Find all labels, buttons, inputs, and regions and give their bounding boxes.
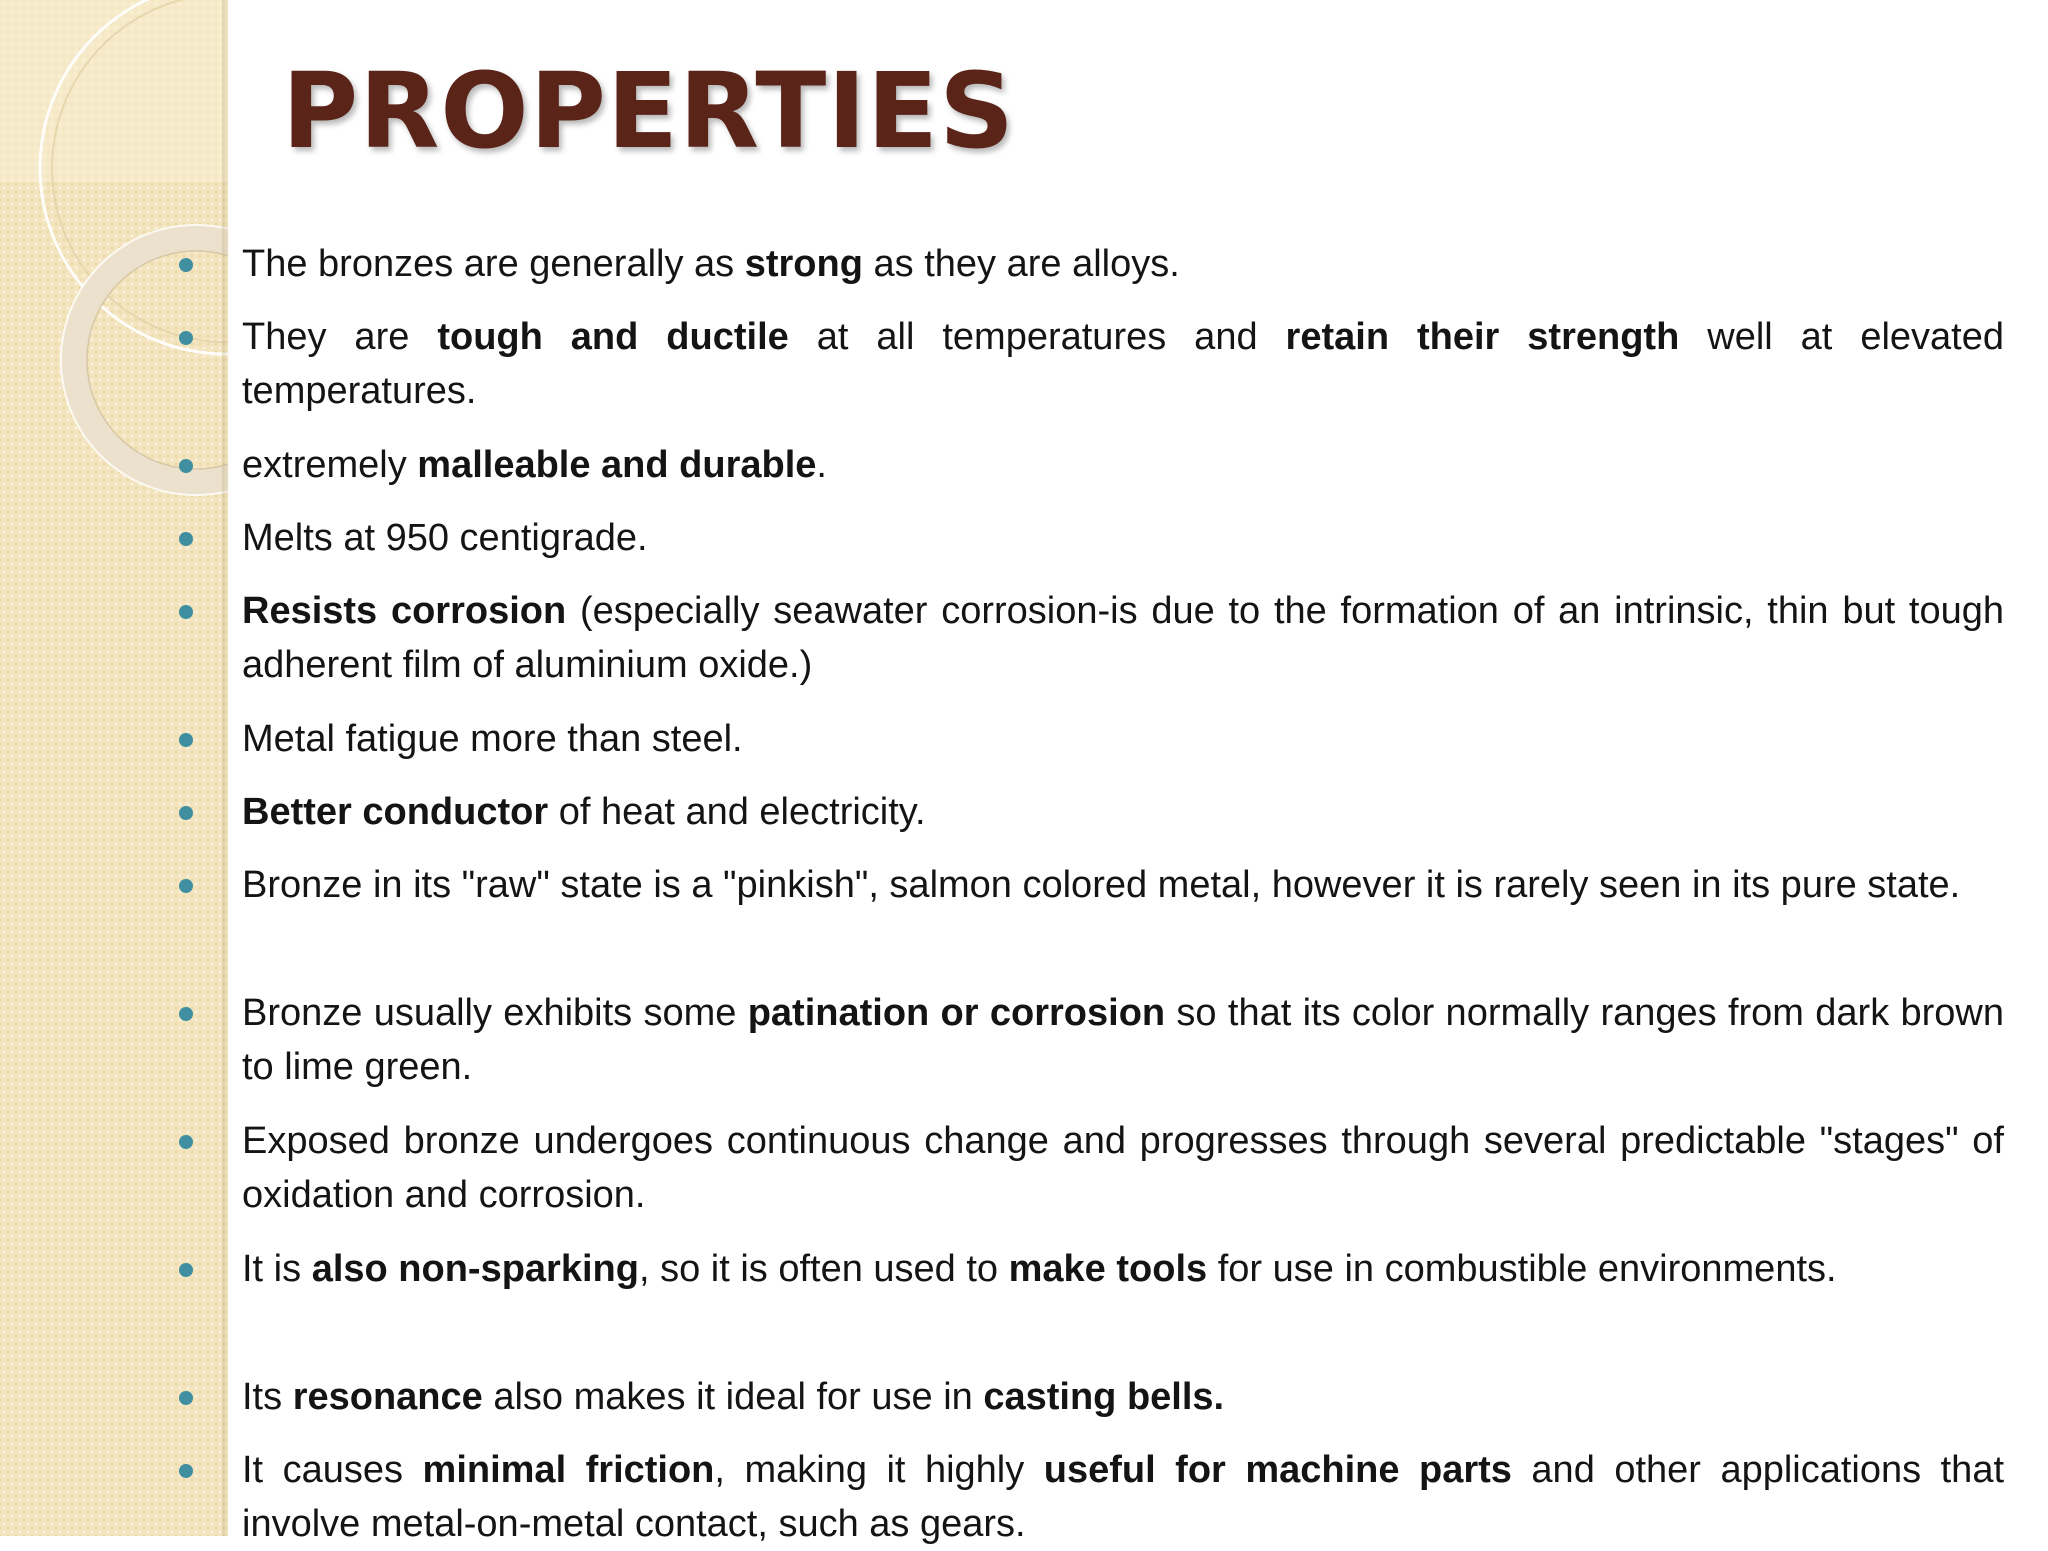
- text: Bronze in its "raw" state is a "pinkish", salmon colored metal, however it is rarely seen in its pure state.: [242, 864, 1961, 906]
- bullet-item: [242, 310, 2004, 418]
- text: at all temperatures and: [788, 316, 1286, 358]
- bullet-item: [242, 1242, 2004, 1296]
- bullet-dot-icon: [179, 1391, 193, 1405]
- text: for use in combustible environments.: [1207, 1248, 1837, 1290]
- text: The bronzes are generally as: [242, 243, 745, 285]
- text: well at elevated temperatures.: [242, 316, 2004, 412]
- text: also makes it ideal for use in: [482, 1376, 984, 1418]
- text: Metal fatigue more than steel.: [242, 718, 743, 760]
- bullet-dot-icon: [179, 258, 193, 272]
- bold-text: Better conductor: [242, 791, 549, 833]
- bullet-dot-icon: [179, 459, 193, 473]
- bullet-item: [242, 237, 2004, 291]
- text: Exposed bronze undergoes continuous change and progresses through several predictable "stages" of oxidation and corrosion.: [242, 1120, 2004, 1216]
- bullet-dot-icon: [179, 733, 193, 747]
- bullet-item: [242, 785, 2004, 839]
- bullet-dot-icon: [179, 331, 193, 345]
- bullet-dot-icon: [179, 605, 193, 619]
- bullet-item: [242, 438, 2004, 492]
- bold-text: minimal friction: [422, 1449, 715, 1491]
- bullet-dot-icon: [179, 806, 193, 820]
- bullet-dot-icon: [179, 1464, 193, 1478]
- text: Its: [242, 1376, 293, 1418]
- bold-text: make tools: [1008, 1248, 1208, 1290]
- text: as they are alloys.: [862, 243, 1180, 285]
- text: Bronze usually exhibits some: [242, 992, 748, 1034]
- text: , so it is often used to: [638, 1248, 1009, 1290]
- bold-text: also non-sparking: [311, 1248, 639, 1290]
- bullet-dot-icon: [179, 879, 193, 893]
- bullet-item: [242, 1370, 2004, 1424]
- text: They are: [242, 316, 438, 358]
- bold-text: useful for machine parts: [1043, 1449, 1512, 1491]
- text: (especially seawater corrosion-is due to the formation of an intrinsic, thin but tough adherent film of aluminium oxide.): [242, 590, 2004, 686]
- bold-text: resonance: [292, 1376, 483, 1418]
- bold-text: strong: [744, 243, 863, 285]
- bold-text: patination or corrosion: [747, 992, 1166, 1034]
- bold-text: retain their strength: [1285, 316, 1680, 358]
- bullet-item: [242, 1114, 2004, 1222]
- bold-text: tough and ductile: [437, 316, 789, 358]
- text: It causes: [242, 1449, 423, 1491]
- bullet-dot-icon: [179, 1007, 193, 1021]
- bold-text: Resists corrosion: [242, 590, 567, 632]
- bullet-item: [242, 511, 2004, 565]
- text: so that its color normally ranges from dark brown to lime green.: [242, 992, 2005, 1088]
- text: of heat and electricity.: [548, 791, 926, 833]
- bullet-item: [242, 712, 2004, 766]
- text: and other applications that involve metal-on-metal contact, such as gears.: [242, 1449, 2005, 1545]
- bold-text: malleable and durable: [417, 444, 817, 486]
- slide-title: PROPERTIES: [282, 50, 1015, 172]
- bullet-item: [242, 1443, 2004, 1551]
- bullet-item: [242, 986, 2004, 1094]
- bullet-item: [242, 858, 2004, 912]
- bullet-dot-icon: [179, 1135, 193, 1149]
- bullet-item: [242, 584, 2004, 692]
- bullet-dot-icon: [179, 532, 193, 546]
- text: It is: [242, 1248, 312, 1290]
- text: extremely: [242, 444, 418, 486]
- text: , making it highly: [714, 1449, 1044, 1491]
- bullet-dot-icon: [179, 1263, 193, 1277]
- text: .: [816, 444, 827, 486]
- bold-text: casting bells.: [983, 1376, 1225, 1418]
- text: Melts at 950 centigrade.: [242, 517, 648, 559]
